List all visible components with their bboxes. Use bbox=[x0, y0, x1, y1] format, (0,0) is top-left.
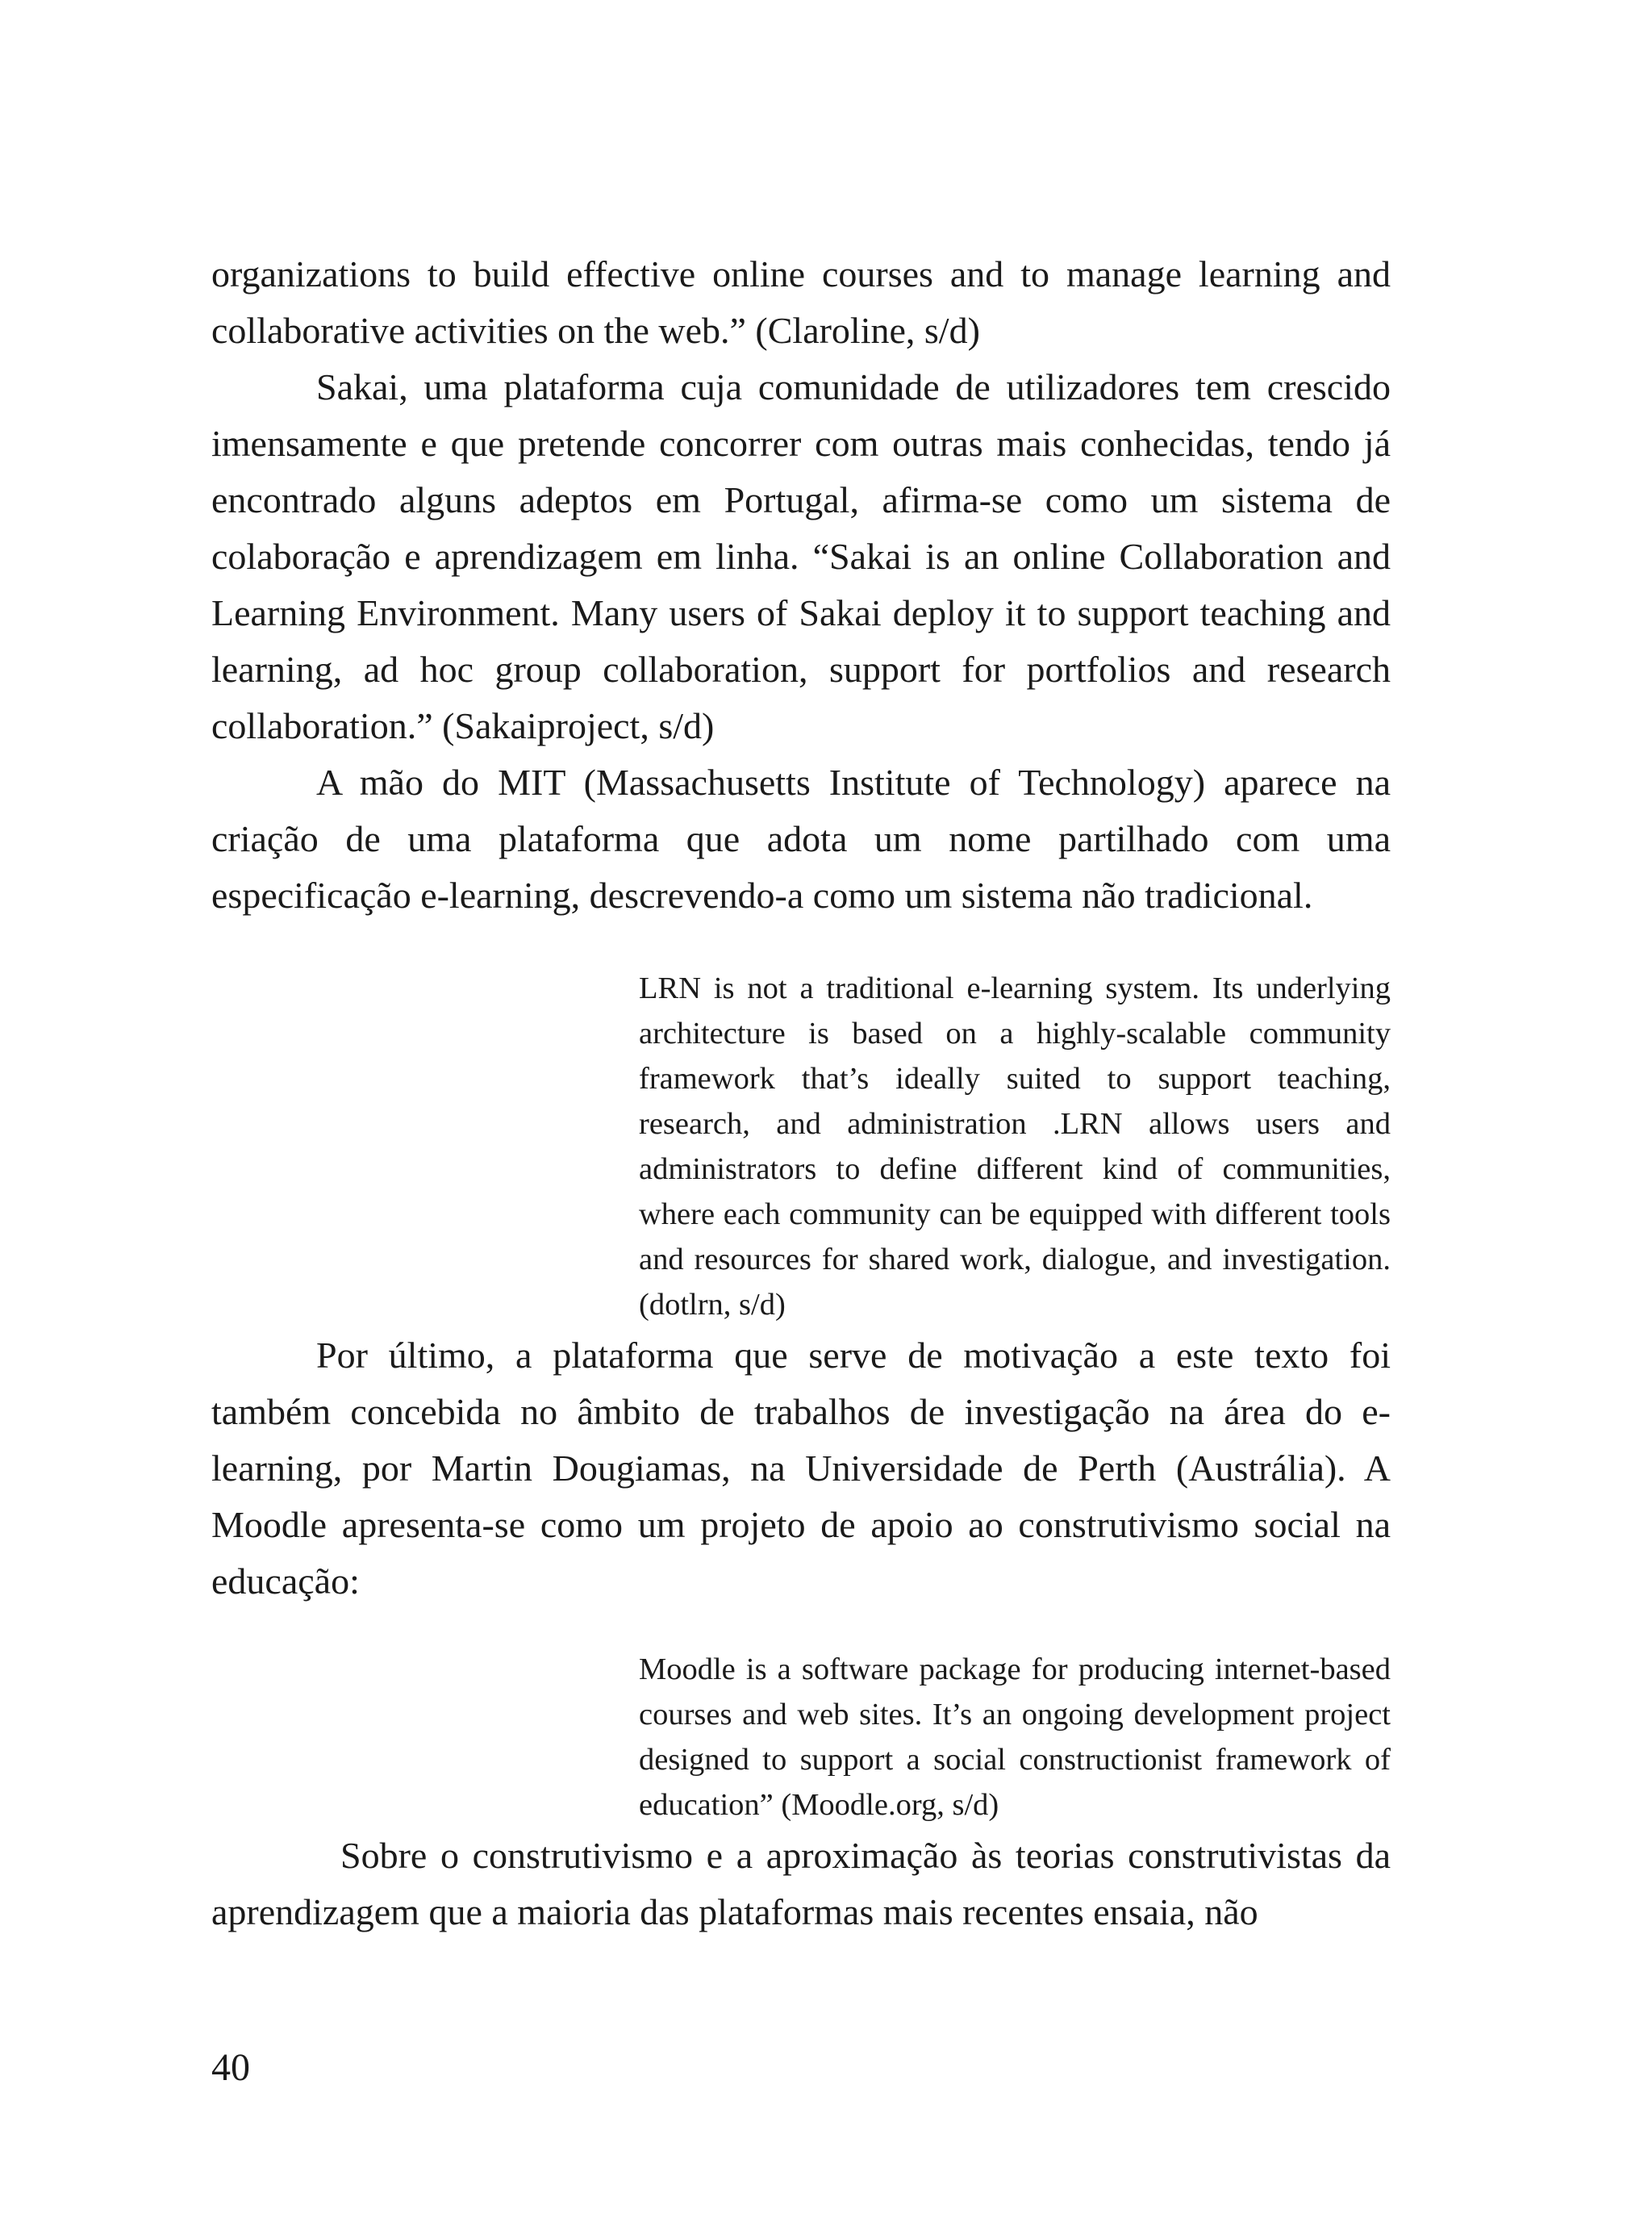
block-quote-dotlrn: LRN is not a traditional e-learning system. Its underlying architecture is based on a highly-scalable community framework that’s ideally suited to support teaching, research, and administration .LRN allows users and administrators to define different kind of communities, where each community can be equipped with different tools and resources for shared work, dialogue, and investigation. (dotlrn, s/d) bbox=[639, 971, 1391, 1322]
page-number: 40 bbox=[211, 2046, 250, 2089]
block-quote-moodle: Moodle is a software package for producing internet-based courses and web sites. It’s an ongoing development project designed to support a social constructionist framework of education” (Moodle.org, s/d) bbox=[639, 1652, 1391, 1822]
paragraph-mit: A mão do MIT (Massachusetts Institute of Technology) aparece na criação de uma plataforma que adota um nome partilhado com uma especificação e-learning, descrevendo-a como um sistema não tradicional. bbox=[211, 762, 1391, 916]
paragraph-sakai: Sakai, uma plataforma cuja comunidade de utilizadores tem crescido imensamente e que pretende concorrer com outras mais conhecidas, tendo já encontrado alguns adeptos em Portugal, afirma-se como um sistema de colaboração e aprendizagem em linha. “Sakai is an online Collaboration and Learning Environment. Many users of Sakai deploy it to support teaching and learning, ad hoc group collaboration, support for portfolios and research collaboration.” (Sakaiproject, s/d) bbox=[211, 366, 1391, 746]
paragraph-constructivism: Sobre o construtivismo e a aproximação às teorias construtivistas da aprendizagem que a maioria das plataformas mais recentes ensaia, não bbox=[211, 1835, 1391, 1932]
paragraph-moodle-intro: Por último, a plataforma que serve de motivação a este texto foi também concebida no âmbito de trabalhos de investigação na área do e-learning, por Martin Dougiamas, na Universidade de Perth (Austrália). A Moodle apresenta-se como um projeto de apoio ao construtivismo social na educação: bbox=[211, 1335, 1391, 1602]
paragraph-claroline-end: organizations to build effective online courses and to manage learning and collaborative activities on the web.” (Claroline, s/d) bbox=[211, 253, 1391, 351]
page-body bbox=[211, 246, 1391, 1940]
